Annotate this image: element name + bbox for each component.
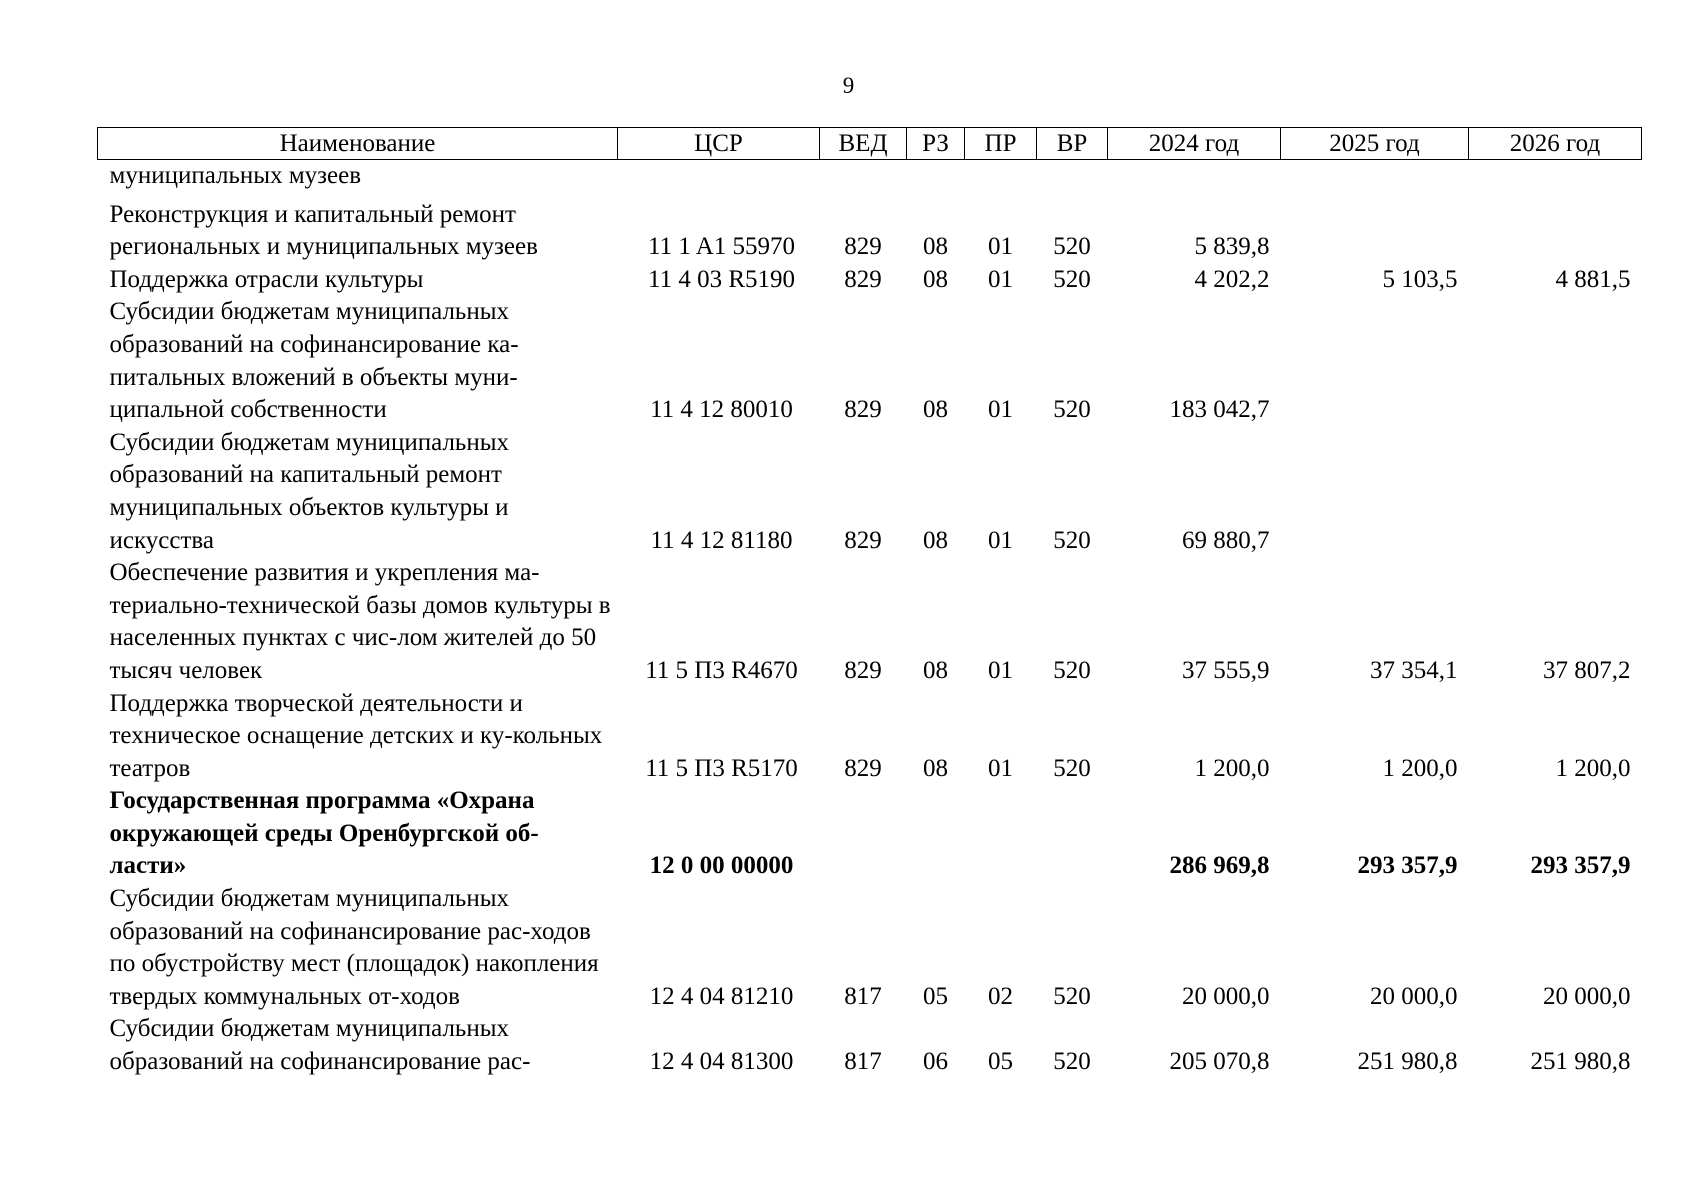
table-row <box>98 1013 1642 1078</box>
budget-table-container <box>97 127 1641 1079</box>
row-value-2025: 1 200,0 <box>1382 754 1458 782</box>
row-value-2024: 4 202,2 <box>1194 265 1270 293</box>
row-vr: 520 <box>1053 526 1091 554</box>
table-row <box>98 785 1642 883</box>
row-rz: 08 <box>923 396 948 424</box>
column-header-pr: ПР <box>965 128 1037 160</box>
row-vr: 520 <box>1053 396 1091 424</box>
row-value-2024: 1 200,0 <box>1194 754 1270 782</box>
row-value-2024: 69 880,7 <box>1182 526 1270 554</box>
row-value-2026: 20 000,0 <box>1543 982 1631 1010</box>
row-ved: 829 <box>844 265 882 293</box>
column-header-rz: РЗ <box>907 128 965 160</box>
budget-table <box>97 127 1642 1079</box>
row-vr: 520 <box>1053 1048 1091 1076</box>
row-vr: 520 <box>1053 656 1091 684</box>
row-name: Субсидии бюджетам муниципальных образований на софинансирование рас- <box>109 1015 531 1076</box>
row-value-2024 <box>1108 160 1281 193</box>
row-ved: 829 <box>844 656 882 684</box>
row-value-2026 <box>1469 160 1642 193</box>
row-rz: 06 <box>923 1048 948 1076</box>
table-header <box>98 128 1642 160</box>
row-csr: 11 4 03 R5190 <box>648 265 795 293</box>
row-value-2025: 5 103,5 <box>1382 265 1458 293</box>
row-value-2025: 37 354,1 <box>1370 656 1458 684</box>
row-ved: 829 <box>844 233 882 261</box>
table-row <box>98 160 1642 193</box>
row-ved: 817 <box>844 982 882 1010</box>
row-ved <box>820 160 907 193</box>
row-rz: 08 <box>923 754 948 782</box>
row-vr: 520 <box>1053 265 1091 293</box>
column-header-name: Наименование <box>98 128 618 160</box>
column-header-vr: ВР <box>1037 128 1108 160</box>
row-value-2026 <box>1469 296 1642 426</box>
row-rz: 08 <box>923 526 948 554</box>
row-vr <box>1037 785 1108 883</box>
table-row <box>98 883 1642 1013</box>
column-header-2025: 2025 год <box>1281 128 1469 160</box>
table-row <box>98 427 1642 557</box>
column-header-2024: 2024 год <box>1108 128 1281 160</box>
row-value-2025 <box>1281 427 1469 557</box>
row-value-2024: 37 555,9 <box>1182 656 1270 684</box>
row-value-2026 <box>1469 193 1642 264</box>
page-number: 9 <box>842 73 855 98</box>
row-pr: 05 <box>988 1048 1013 1076</box>
row-ved: 829 <box>844 396 882 424</box>
row-csr: 11 5 П3 R5170 <box>645 754 798 782</box>
row-value-2026: 1 200,0 <box>1555 754 1631 782</box>
row-pr <box>965 785 1037 883</box>
table-row <box>98 264 1642 297</box>
row-value-2025 <box>1281 296 1469 426</box>
row-value-2025 <box>1281 193 1469 264</box>
row-value-2024: 205 070,8 <box>1169 1048 1270 1076</box>
row-ved <box>820 785 907 883</box>
row-pr: 02 <box>988 982 1013 1010</box>
row-rz: 08 <box>923 233 948 261</box>
row-pr: 01 <box>988 656 1013 684</box>
row-vr <box>1037 160 1108 193</box>
row-csr: 11 5 П3 R4670 <box>645 656 798 684</box>
row-vr: 520 <box>1053 233 1091 261</box>
row-name: муниципальных музеев <box>109 162 362 189</box>
row-value-2024: 5 839,8 <box>1194 233 1270 261</box>
row-csr: 11 4 12 81180 <box>650 526 793 554</box>
table-row <box>98 688 1642 786</box>
row-value-2026 <box>1469 427 1642 557</box>
row-name: Государственная программа «Охрана окружающей среды Оренбургской об-ласти» <box>109 787 539 880</box>
column-header-ved: ВЕД <box>820 128 907 160</box>
row-csr: 12 4 04 81210 <box>649 982 794 1010</box>
row-pr: 01 <box>988 526 1013 554</box>
row-value-2024: 183 042,7 <box>1169 396 1270 424</box>
row-pr: 01 <box>988 754 1013 782</box>
row-rz: 08 <box>923 265 948 293</box>
row-value-2025 <box>1281 160 1469 193</box>
table-row <box>98 296 1642 426</box>
row-value-2024: 286 969,8 <box>1169 852 1270 880</box>
row-name: Субсидии бюджетам муниципальных образований на капитальный ремонт муниципальных объектов культуры и искусства <box>109 428 510 554</box>
row-vr: 520 <box>1053 982 1091 1010</box>
row-csr <box>618 160 820 193</box>
row-vr: 520 <box>1053 754 1091 782</box>
row-name: Субсидии бюджетам муниципальных образований на софинансирование рас-ходов по обустройству мест (площадок) накопления твердых коммунальных от-ходов <box>109 885 599 1010</box>
row-rz <box>907 160 965 193</box>
row-rz: 08 <box>923 656 948 684</box>
row-value-2024: 20 000,0 <box>1182 982 1270 1010</box>
table-body <box>98 160 1642 1079</box>
row-rz: 05 <box>923 982 948 1010</box>
row-value-2025: 251 980,8 <box>1357 1048 1458 1076</box>
row-ved: 817 <box>844 1048 882 1076</box>
row-rz <box>907 785 965 883</box>
row-ved: 829 <box>844 526 882 554</box>
table-row <box>98 193 1642 264</box>
row-value-2025: 20 000,0 <box>1370 982 1458 1010</box>
row-pr: 01 <box>988 396 1013 424</box>
row-pr <box>965 160 1037 193</box>
column-header-csr: ЦСР <box>618 128 820 160</box>
row-name: Реконструкция и капитальный ремонт региональных и муниципальных музеев <box>109 200 538 261</box>
row-pr: 01 <box>988 233 1013 261</box>
row-ved: 829 <box>844 754 882 782</box>
row-pr: 01 <box>988 265 1013 293</box>
row-csr: 11 4 12 80010 <box>650 396 793 424</box>
row-value-2026: 4 881,5 <box>1555 265 1631 293</box>
row-name: Субсидии бюджетам муниципальных образований на софинансирование ка-питальных вложений в объекты муни-ципальной собственности <box>109 298 519 424</box>
row-value-2026: 293 357,9 <box>1530 852 1631 880</box>
row-value-2025: 293 357,9 <box>1357 852 1458 880</box>
row-csr: 12 4 04 81300 <box>649 1048 794 1076</box>
column-header-2026: 2026 год <box>1469 128 1642 160</box>
table-row <box>98 557 1642 687</box>
row-name: Поддержка отрасли культуры <box>109 265 424 293</box>
row-value-2026: 37 807,2 <box>1543 656 1631 684</box>
row-csr: 11 1 A1 55970 <box>648 233 795 261</box>
row-csr: 12 0 00 00000 <box>649 852 794 880</box>
row-name: Поддержка творческой деятельности и техническое оснащение детских и ку-кольных театров <box>109 689 603 782</box>
row-name: Обеспечение развития и укрепления ма-териально-технической базы домов культуры в населенных пунктах с чис-лом жителей до 50 тысяч человек <box>109 559 611 684</box>
row-value-2026: 251 980,8 <box>1530 1048 1631 1076</box>
